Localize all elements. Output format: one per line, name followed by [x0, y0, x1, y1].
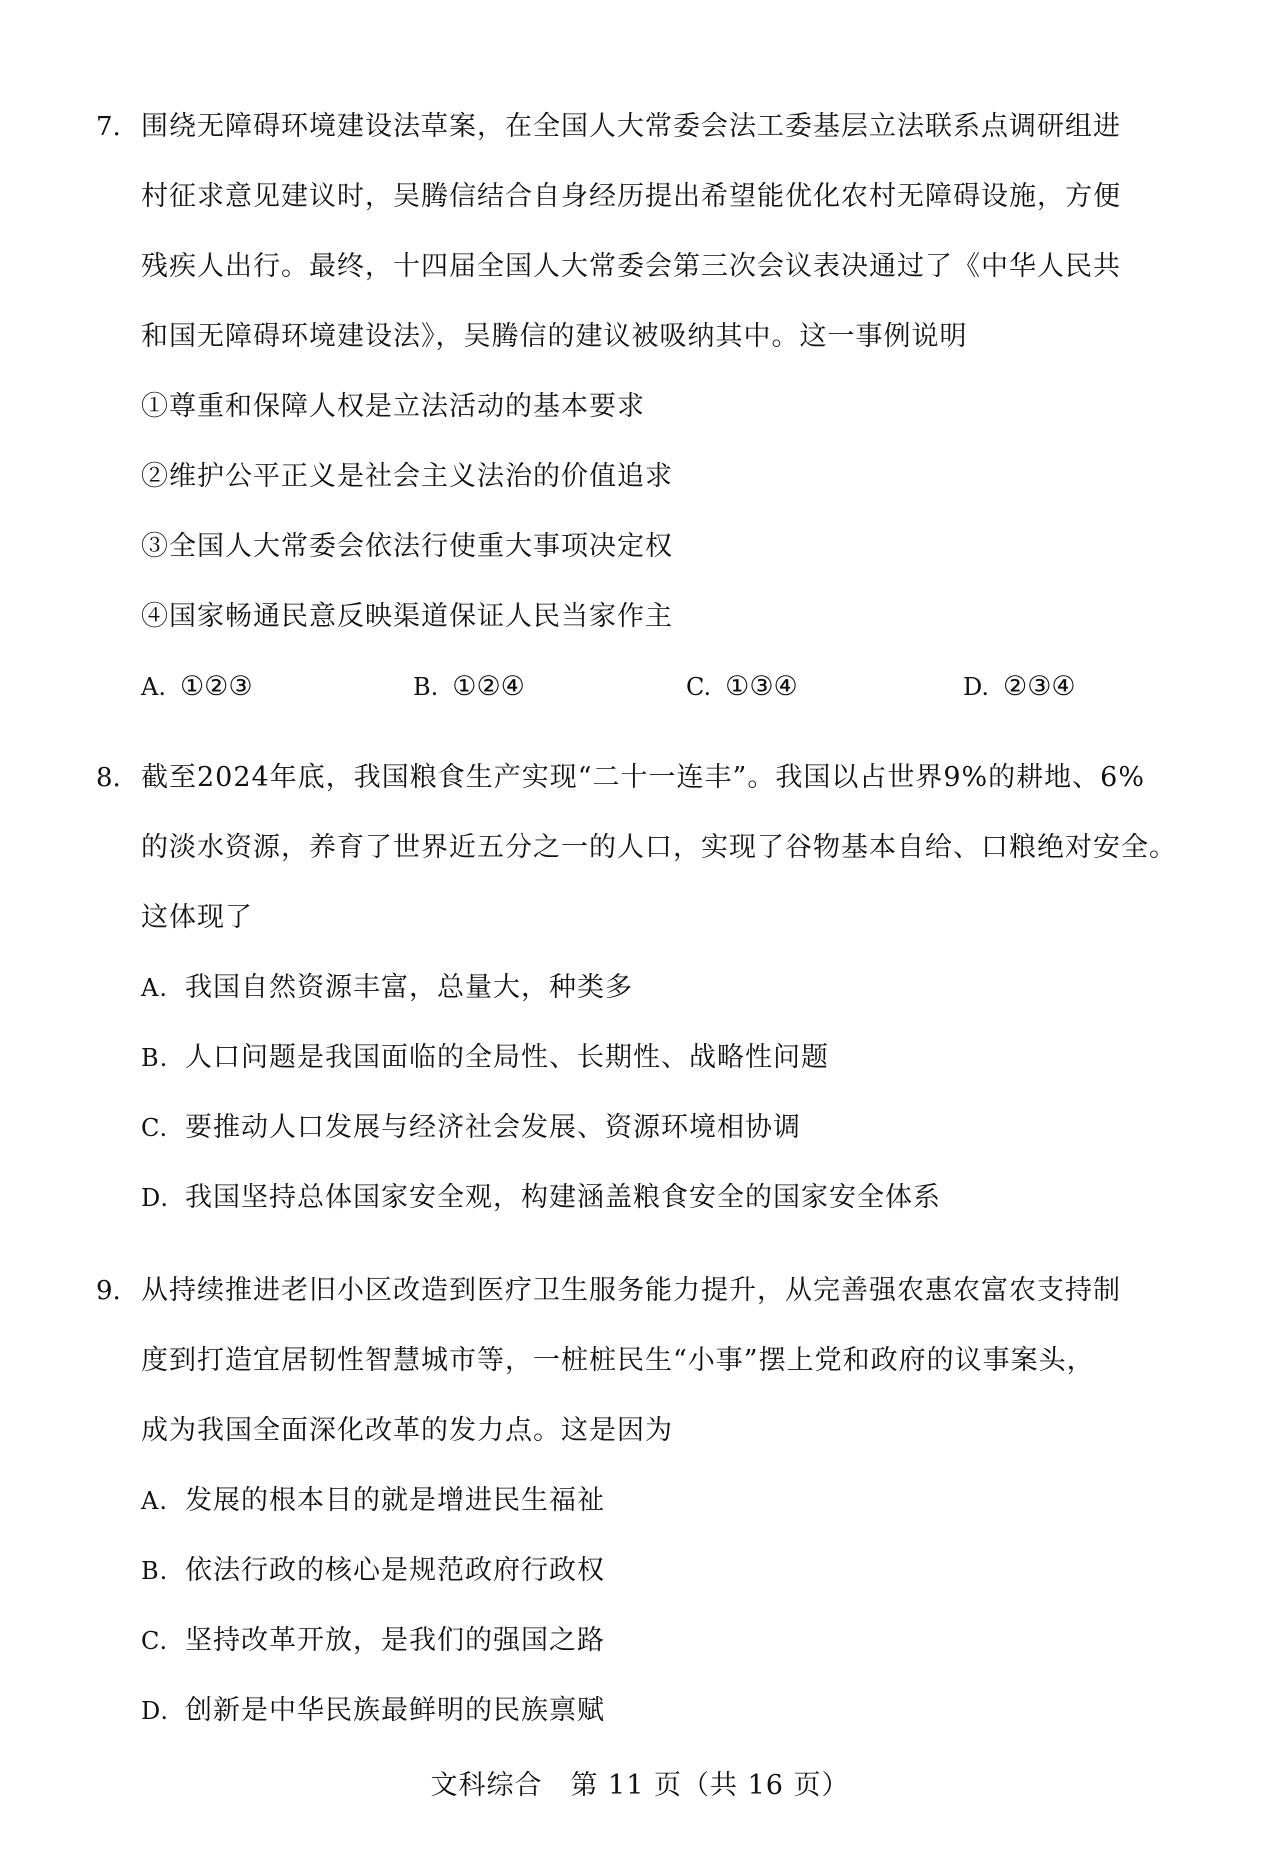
- stem-line: 的淡水资源，养育了世界近五分之一的人口，实现了谷物基本自给、口粮绝对安全。: [141, 832, 1177, 863]
- choice-text: ①③④: [725, 671, 798, 702]
- choice-letter: D.: [141, 1697, 170, 1725]
- choice-letter: A.: [141, 673, 166, 701]
- choice-letter: C.: [686, 673, 712, 701]
- page-footer: 文科综合 第 11 页（共 16 页）: [430, 1770, 850, 1801]
- choice-text: 依法行政的核心是规范政府行政权: [185, 1555, 605, 1586]
- question-stem: [141, 1256, 1216, 1466]
- question-9: [96, 1256, 1216, 1746]
- choice-text: 发展的根本目的就是增进民生福祉: [185, 1485, 605, 1516]
- statement-3: ③全国人大常委会依法行使重大事项决定权: [141, 531, 673, 562]
- question-8: [96, 743, 1216, 1233]
- statement-4: ④国家畅通民意反映渠道保证人民当家作主: [141, 601, 673, 632]
- choice-a: [141, 953, 1216, 1023]
- choice-letter: D.: [141, 1184, 170, 1212]
- question-number: 8.: [96, 763, 121, 793]
- choice-a: [141, 652, 253, 722]
- choice-c: [141, 1606, 1216, 1676]
- choice-letter: D.: [963, 673, 990, 701]
- choice-letter: A.: [141, 974, 168, 1002]
- statement-2: ②维护公平正义是社会主义法治的价值追求: [141, 461, 673, 492]
- stem-line: 和国无障碍环境建设法》，吴腾信的建议被吸纳其中。这一事例说明: [141, 321, 968, 352]
- choice-text: 我国自然资源丰富，总量大，种类多: [185, 972, 633, 1003]
- choice-c: [686, 652, 798, 722]
- choice-text: 创新是中华民族最鲜明的民族禀赋: [185, 1695, 605, 1726]
- stem-line: 成为我国全面深化改革的发力点。这是因为: [141, 1415, 673, 1446]
- choice-letter: A.: [141, 1487, 168, 1515]
- question-stem: [141, 743, 1216, 953]
- choice-b: [141, 1023, 1216, 1093]
- stem-line: 度到打造宜居韧性智慧城市等，一桩桩民生“小事”摆上党和政府的议事案头，: [141, 1345, 1095, 1376]
- choice-text: 坚持改革开放，是我们的强国之路: [185, 1625, 605, 1656]
- choice-c: [141, 1093, 1216, 1163]
- stem-line: 围绕无障碍环境建设法草案，在全国人大常委会法工委基层立法联系点调研组进: [141, 111, 1121, 142]
- choice-text: 我国坚持总体国家安全观，构建涵盖粮食安全的国家安全体系: [185, 1182, 941, 1213]
- choice-letter: C.: [141, 1114, 169, 1142]
- choice-d: [963, 652, 1076, 722]
- statement-1: ①尊重和保障人权是立法活动的基本要求: [141, 391, 645, 422]
- choice-b: [141, 1536, 1216, 1606]
- choice-d: [141, 1676, 1216, 1746]
- stem-line: 从持续推进老旧小区改造到医疗卫生服务能力提升，从完善强农惠农富农支持制: [141, 1275, 1121, 1306]
- choice-text: 要推动人口发展与经济社会发展、资源环境相协调: [185, 1112, 801, 1143]
- stem-line: 截至2024年底，我国粮食生产实现“二十一连丰”。我国以占世界9%的耕地、6%: [141, 762, 1145, 793]
- choice-text: ②③④: [1003, 671, 1076, 702]
- choice-text: ①②④: [452, 671, 525, 702]
- question-stem: [141, 92, 1216, 372]
- choice-letter: C.: [141, 1627, 169, 1655]
- question-7: [96, 92, 1216, 722]
- stem-line: 这体现了: [141, 902, 253, 933]
- choice-b: [413, 652, 525, 722]
- choice-text: ①②③: [179, 671, 253, 702]
- choice-letter: B.: [413, 673, 439, 701]
- question-number: 7.: [96, 112, 121, 142]
- choice-a: [141, 1466, 1216, 1536]
- choice-row: [141, 652, 1216, 722]
- choice-letter: B.: [141, 1044, 169, 1072]
- choice-d: [141, 1163, 1216, 1233]
- choice-letter: B.: [141, 1557, 169, 1585]
- question-number: 9.: [96, 1276, 121, 1306]
- stem-line: 残疾人出行。最终，十四届全国人大常委会第三次会议表决通过了《中华人民共: [141, 251, 1121, 282]
- stem-line: 村征求意见建议时，吴腾信结合自身经历提出希望能优化农村无障碍设施，方便: [141, 181, 1121, 212]
- choice-text: 人口问题是我国面临的全局性、长期性、战略性问题: [185, 1042, 829, 1073]
